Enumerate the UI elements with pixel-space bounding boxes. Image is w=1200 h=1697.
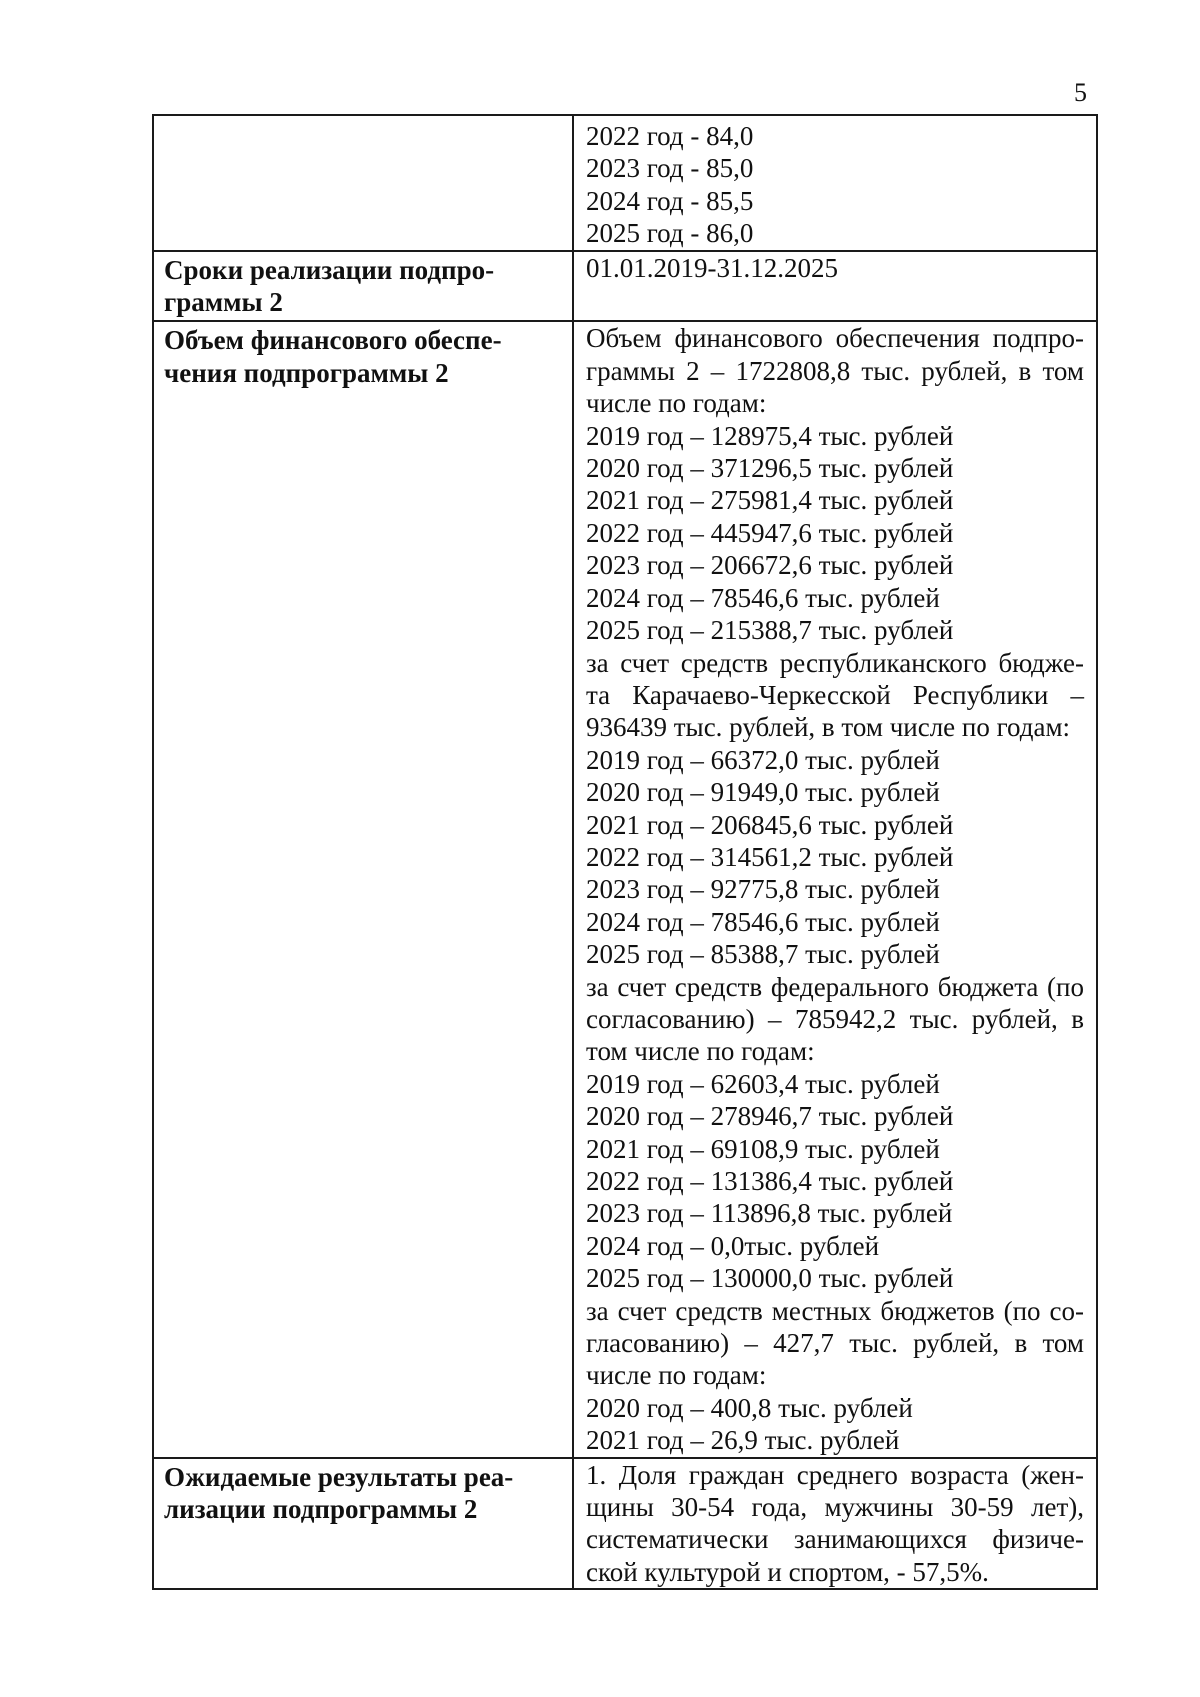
funding-text-line: 2024 год – 78546,6 тыс. рублей	[586, 906, 940, 937]
funding-text-line: числе по годам:	[586, 1360, 767, 1391]
funding-text-line: за счет средств федерального бюджета (по	[586, 971, 1084, 1002]
page-number: 5	[1074, 78, 1087, 107]
funding-text-line: 2020 год – 278946,7 тыс. рублей	[586, 1101, 954, 1132]
funding-text-line: том числе по годам:	[586, 1036, 815, 1067]
funding-text-line: 2019 год – 62603,4 тыс. рублей	[586, 1068, 940, 1099]
funding-text-line: 2022 год – 445947,6 тыс. рублей	[586, 517, 954, 548]
table-row-results	[153, 1458, 1097, 1590]
funding-text-line: 2021 год – 275981,4 тыс. рублей	[586, 485, 954, 516]
results-text-line: систематически занимающихся физиче-	[586, 1524, 1084, 1555]
results-value-cell	[573, 1458, 1097, 1590]
funding-text-line: 2021 год – 206845,6 тыс. рублей	[586, 809, 954, 840]
funding-text-line: 2021 год – 69108,9 тыс. рублей	[586, 1133, 940, 1164]
table-row-timing	[153, 251, 1097, 322]
timing-value-cell	[573, 251, 1097, 322]
funding-text-line: граммы 2 – 1722808,8 тыс. рублей, в том	[586, 355, 1084, 386]
timing-value: 01.01.2019-31.12.2025	[586, 252, 838, 283]
funding-text-line: 2019 год – 66372,0 тыс. рублей	[586, 744, 940, 775]
results-text-line: 1. Доля граждан среднего возраста (жен-	[586, 1459, 1084, 1490]
funding-text-line: 2021 год – 26,9 тыс. рублей	[586, 1425, 900, 1456]
funding-text-line: 2020 год – 400,8 тыс. рублей	[586, 1392, 913, 1423]
funding-text-line: за счет средств республиканского бюдже-	[586, 647, 1084, 678]
timing-label-line: граммы 2	[164, 287, 283, 318]
funding-value-cell	[573, 321, 1097, 1457]
timing-label-cell	[153, 251, 573, 322]
results-label-line: лизации подпрограммы 2	[164, 1494, 478, 1525]
funding-text-line: гласованию) – 427,7 тыс. рублей, в том	[586, 1328, 1084, 1359]
funding-text-line: 2025 год – 85388,7 тыс. рублей	[586, 939, 940, 970]
funding-label-line: чения подпрограммы 2	[164, 357, 449, 388]
funding-text-line: 2020 год – 371296,5 тыс. рублей	[586, 453, 954, 484]
funding-text-line: числе по годам:	[586, 388, 767, 419]
results-label-line: Ожидаемые результаты реа-	[164, 1461, 514, 1492]
funding-text-line: 2025 год – 130000,0 тыс. рублей	[586, 1263, 954, 1294]
funding-text-line: 2024 год – 0,0тыс. рублей	[586, 1230, 880, 1261]
table-row-continuation	[153, 115, 1097, 251]
empty-label-cell	[153, 115, 573, 251]
indicator-values-cell	[573, 115, 1097, 251]
indicator-value-line: 2023 год - 85,0	[586, 153, 754, 184]
funding-text-line: 2020 год – 91949,0 тыс. рублей	[586, 777, 940, 808]
funding-text-line: 2023 год – 113896,8 тыс. рублей	[586, 1198, 953, 1229]
funding-text-line: 2022 год – 314561,2 тыс. рублей	[586, 841, 954, 872]
funding-text-line: 936439 тыс. рублей, в том числе по годам:	[586, 712, 1071, 743]
funding-text-line: 2023 год – 92775,8 тыс. рублей	[586, 874, 940, 905]
results-text-line: щины 30-54 года, мужчины 30-59 лет),	[586, 1492, 1084, 1523]
timing-label-line: Сроки реализации подпро-	[164, 254, 495, 285]
indicator-value-line: 2022 год - 84,0	[586, 121, 754, 151]
funding-text-line: 2025 год – 215388,7 тыс. рублей	[586, 615, 954, 646]
indicator-value-line: 2024 год - 85,5	[586, 185, 754, 216]
table-row-funding	[153, 321, 1097, 1457]
funding-text-line: 2024 год – 78546,6 тыс. рублей	[586, 582, 940, 613]
funding-text-line: согласованию) – 785942,2 тыс. рублей, в	[586, 1003, 1084, 1034]
passport-table	[152, 114, 1098, 1590]
funding-text-line: та Карачаево-Черкесской Республики –	[586, 679, 1084, 710]
funding-label-cell	[153, 321, 573, 1457]
results-label-cell	[153, 1458, 573, 1590]
indicator-value-line: 2025 год - 86,0	[586, 218, 754, 249]
results-text-line: ской культурой и спортом, - 57,5%.	[586, 1556, 989, 1587]
funding-text-line: 2023 год – 206672,6 тыс. рублей	[586, 550, 954, 581]
funding-text-line: за счет средств местных бюджетов (по со-	[586, 1295, 1084, 1326]
funding-text-line: 2019 год – 128975,4 тыс. рублей	[586, 420, 954, 451]
funding-label-line: Объем финансового обеспе-	[164, 325, 502, 356]
funding-text-line: 2022 год – 131386,4 тыс. рублей	[586, 1166, 954, 1196]
funding-text-line: Объем финансового обеспечения подпро-	[586, 323, 1084, 354]
